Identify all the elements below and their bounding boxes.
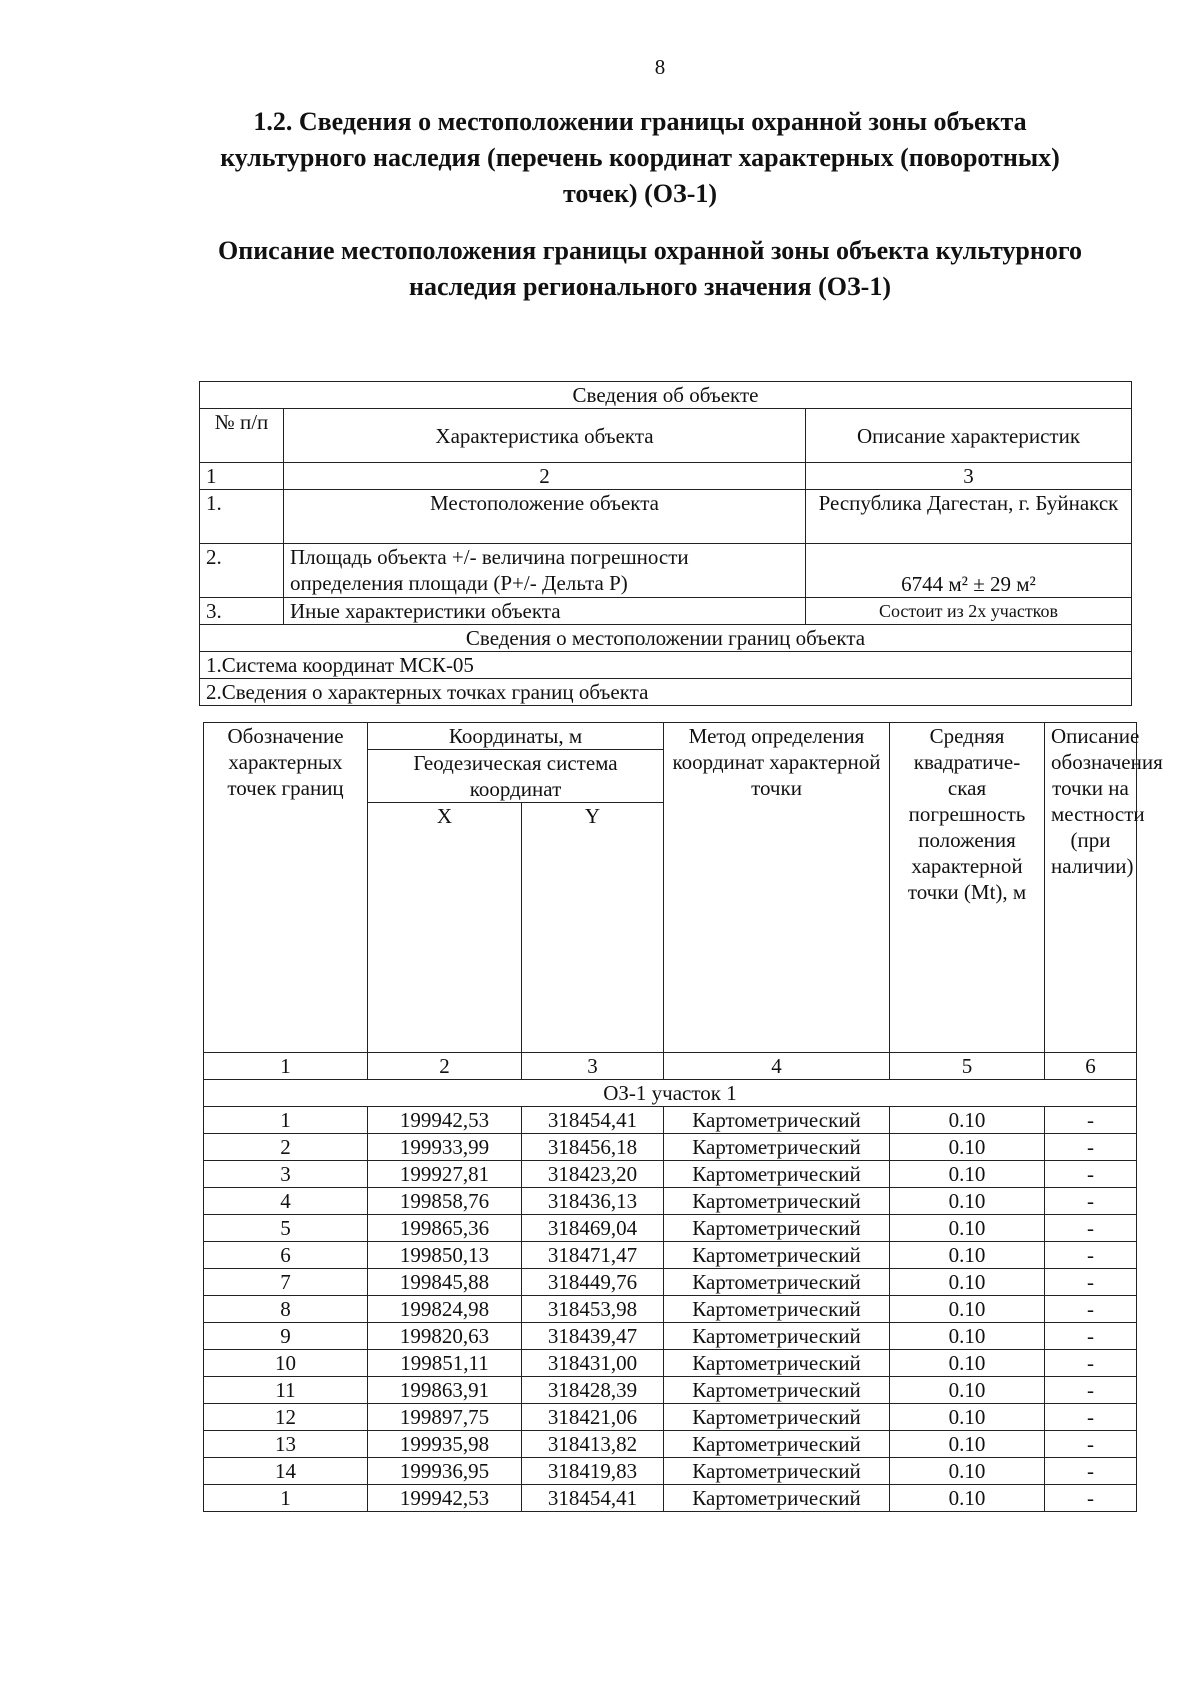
- point-number: 1: [204, 1485, 368, 1512]
- points-info-caption: 2.Сведения о характерных точках границ объекта: [200, 679, 1132, 706]
- x-coordinate: 199927,81: [368, 1161, 522, 1188]
- point-number: 9: [204, 1323, 368, 1350]
- index-cell: 6: [1045, 1053, 1137, 1080]
- index-cell: 2: [368, 1053, 522, 1080]
- point-number: 2: [204, 1134, 368, 1161]
- table-row: [204, 1485, 1137, 1512]
- table-row: [204, 1134, 1137, 1161]
- table-row: [204, 1458, 1137, 1485]
- table-row: [204, 1350, 1137, 1377]
- error-cell: 0.10: [890, 1431, 1045, 1458]
- point-number: 7: [204, 1269, 368, 1296]
- method-cell: Картометрический: [664, 1161, 890, 1188]
- x-coordinate: 199935,98: [368, 1431, 522, 1458]
- method-cell: Картометрический: [664, 1242, 890, 1269]
- area-label: Площадь объекта +/- величина погрешности определения площади (P+/- Дельта P): [284, 544, 806, 598]
- geodetic-system-header: Геодезическая система координат: [368, 750, 664, 803]
- table-row: [204, 1269, 1137, 1296]
- method-cell: Картометрический: [664, 1134, 890, 1161]
- description-cell: -: [1045, 1377, 1137, 1404]
- y-coordinate: 318413,82: [522, 1431, 664, 1458]
- point-designation-header: Обозначение характерных точек границ: [204, 723, 368, 1053]
- other-characteristics-value: Состоит из 2х участков: [806, 598, 1132, 625]
- x-coordinate: 199845,88: [368, 1269, 522, 1296]
- error-cell: 0.10: [890, 1107, 1045, 1134]
- section-title: 1.2. Сведения о местоположении границы охранной зоны объекта культурного наследия (перечень координат характерных (поворотных) точек) (ОЗ-1): [220, 107, 1060, 208]
- description-cell: -: [1045, 1188, 1137, 1215]
- y-coordinate: 318428,39: [522, 1377, 664, 1404]
- table-row: [204, 1431, 1137, 1458]
- description-cell: -: [1045, 1161, 1137, 1188]
- method-cell: Картометрический: [664, 1296, 890, 1323]
- y-coordinate: 318436,13: [522, 1188, 664, 1215]
- boundary-points-table: [203, 722, 1163, 1512]
- y-coordinate: 318471,47: [522, 1242, 664, 1269]
- error-cell: 0.10: [890, 1269, 1045, 1296]
- table-row: [204, 1215, 1137, 1242]
- y-coordinate: 318453,98: [522, 1296, 664, 1323]
- method-cell: Картометрический: [664, 1404, 890, 1431]
- y-coordinate: 318419,83: [522, 1458, 664, 1485]
- table-row: [204, 1107, 1137, 1134]
- error-cell: 0.10: [890, 1134, 1045, 1161]
- object-info-table: [199, 381, 1132, 706]
- location-value: Республика Дагестан, г. Буйнакск: [806, 490, 1132, 544]
- y-coordinate: 318456,18: [522, 1134, 664, 1161]
- error-cell: 0.10: [890, 1323, 1045, 1350]
- x-coordinate: 199897,75: [368, 1404, 522, 1431]
- y-coordinate: 318454,41: [522, 1107, 664, 1134]
- x-coordinate: 199850,13: [368, 1242, 522, 1269]
- description-cell: -: [1045, 1404, 1137, 1431]
- area-value: 6744 м² ± 29 м²: [806, 544, 1132, 598]
- x-coordinate: 199942,53: [368, 1485, 522, 1512]
- row-number: 3.: [200, 598, 284, 625]
- method-cell: Картометрический: [664, 1458, 890, 1485]
- method-cell: Картометрический: [664, 1377, 890, 1404]
- error-cell: 0.10: [890, 1350, 1045, 1377]
- index-cell: 3: [806, 463, 1132, 490]
- y-coordinate: 318439,47: [522, 1323, 664, 1350]
- x-coordinate: 199863,91: [368, 1377, 522, 1404]
- section-object-info: Сведения об объекте: [200, 382, 1132, 409]
- index-cell: 1: [200, 463, 284, 490]
- table-row: [204, 1296, 1137, 1323]
- boundary-description-title: Описание местоположения границы охранной зоны объекта культурного наследия регионального значения (ОЗ-1): [217, 236, 1083, 301]
- description-cell: -: [1045, 1458, 1137, 1485]
- description-cell: -: [1045, 1350, 1137, 1377]
- description-cell: -: [1045, 1134, 1137, 1161]
- error-cell: 0.10: [890, 1404, 1045, 1431]
- coordinate-system: 1.Система координат МСК-05: [200, 652, 1132, 679]
- x-coordinate: 199942,53: [368, 1107, 522, 1134]
- method-cell: Картометрический: [664, 1431, 890, 1458]
- point-description-header: Описание обозначения точки на местности (при наличии): [1045, 723, 1137, 1053]
- method-cell: Картометрический: [664, 1269, 890, 1296]
- x-coordinate: 199858,76: [368, 1188, 522, 1215]
- index-cell: 5: [890, 1053, 1045, 1080]
- error-cell: 0.10: [890, 1161, 1045, 1188]
- table-row: [204, 1161, 1137, 1188]
- y-coordinate: 318449,76: [522, 1269, 664, 1296]
- section-boundary-info: Сведения о местоположении границ объекта: [200, 625, 1132, 652]
- error-cell: 0.10: [890, 1485, 1045, 1512]
- x-coordinate: 199865,36: [368, 1215, 522, 1242]
- method-header: Метод определения координат характерной точки: [664, 723, 890, 1053]
- row-number: 2.: [200, 544, 284, 598]
- other-characteristics-label: Иные характеристики объекта: [284, 598, 806, 625]
- method-cell: Картометрический: [664, 1350, 890, 1377]
- description-cell: -: [1045, 1431, 1137, 1458]
- method-cell: Картометрический: [664, 1188, 890, 1215]
- point-number: 10: [204, 1350, 368, 1377]
- description-cell: -: [1045, 1107, 1137, 1134]
- y-coordinate: 318431,00: [522, 1350, 664, 1377]
- point-number: 8: [204, 1296, 368, 1323]
- table-row: [204, 1188, 1137, 1215]
- error-header: Средняя квадратиче-ская погрешность положения характерной точки (Mt), м: [890, 723, 1045, 1053]
- error-cell: 0.10: [890, 1188, 1045, 1215]
- description-cell: -: [1045, 1269, 1137, 1296]
- col-characteristic-header: Характеристика объекта: [284, 409, 806, 463]
- description-cell: -: [1045, 1485, 1137, 1512]
- description-cell: -: [1045, 1296, 1137, 1323]
- index-cell: 1: [204, 1053, 368, 1080]
- method-cell: Картометрический: [664, 1215, 890, 1242]
- table-row: [204, 1242, 1137, 1269]
- y-coordinate: 318421,06: [522, 1404, 664, 1431]
- error-cell: 0.10: [890, 1242, 1045, 1269]
- page-number: 8: [654, 55, 666, 79]
- coordinates-header: Координаты, м: [368, 723, 664, 750]
- y-coordinate: 318454,41: [522, 1485, 664, 1512]
- point-number: 13: [204, 1431, 368, 1458]
- error-cell: 0.10: [890, 1296, 1045, 1323]
- description-cell: -: [1045, 1215, 1137, 1242]
- point-number: 6: [204, 1242, 368, 1269]
- index-cell: 3: [522, 1053, 664, 1080]
- point-number: 3: [204, 1161, 368, 1188]
- col-description-header: Описание характеристик: [806, 409, 1132, 463]
- x-coordinate: 199933,99: [368, 1134, 522, 1161]
- row-number: 1.: [200, 490, 284, 544]
- location-label: Местоположение объекта: [284, 490, 806, 544]
- index-cell: 2: [284, 463, 806, 490]
- method-cell: Картометрический: [664, 1323, 890, 1350]
- error-cell: 0.10: [890, 1215, 1045, 1242]
- error-cell: 0.10: [890, 1377, 1045, 1404]
- point-number: 12: [204, 1404, 368, 1431]
- point-number: 14: [204, 1458, 368, 1485]
- col-number-header: № п/п: [200, 409, 284, 463]
- x-coordinate: 199851,11: [368, 1350, 522, 1377]
- y-header: Y: [522, 803, 664, 1053]
- y-coordinate: 318469,04: [522, 1215, 664, 1242]
- point-number: 4: [204, 1188, 368, 1215]
- plot-section-header: ОЗ-1 участок 1: [204, 1080, 1137, 1107]
- x-coordinate: 199936,95: [368, 1458, 522, 1485]
- point-number: 1: [204, 1107, 368, 1134]
- method-cell: Картометрический: [664, 1107, 890, 1134]
- table-row: [204, 1377, 1137, 1404]
- table-row: [204, 1404, 1137, 1431]
- point-number: 11: [204, 1377, 368, 1404]
- table-row: [204, 1323, 1137, 1350]
- description-cell: -: [1045, 1242, 1137, 1269]
- method-cell: Картометрический: [664, 1485, 890, 1512]
- x-header: X: [368, 803, 522, 1053]
- error-cell: 0.10: [890, 1458, 1045, 1485]
- x-coordinate: 199824,98: [368, 1296, 522, 1323]
- y-coordinate: 318423,20: [522, 1161, 664, 1188]
- description-cell: -: [1045, 1323, 1137, 1350]
- index-cell: 4: [664, 1053, 890, 1080]
- point-number: 5: [204, 1215, 368, 1242]
- x-coordinate: 199820,63: [368, 1323, 522, 1350]
